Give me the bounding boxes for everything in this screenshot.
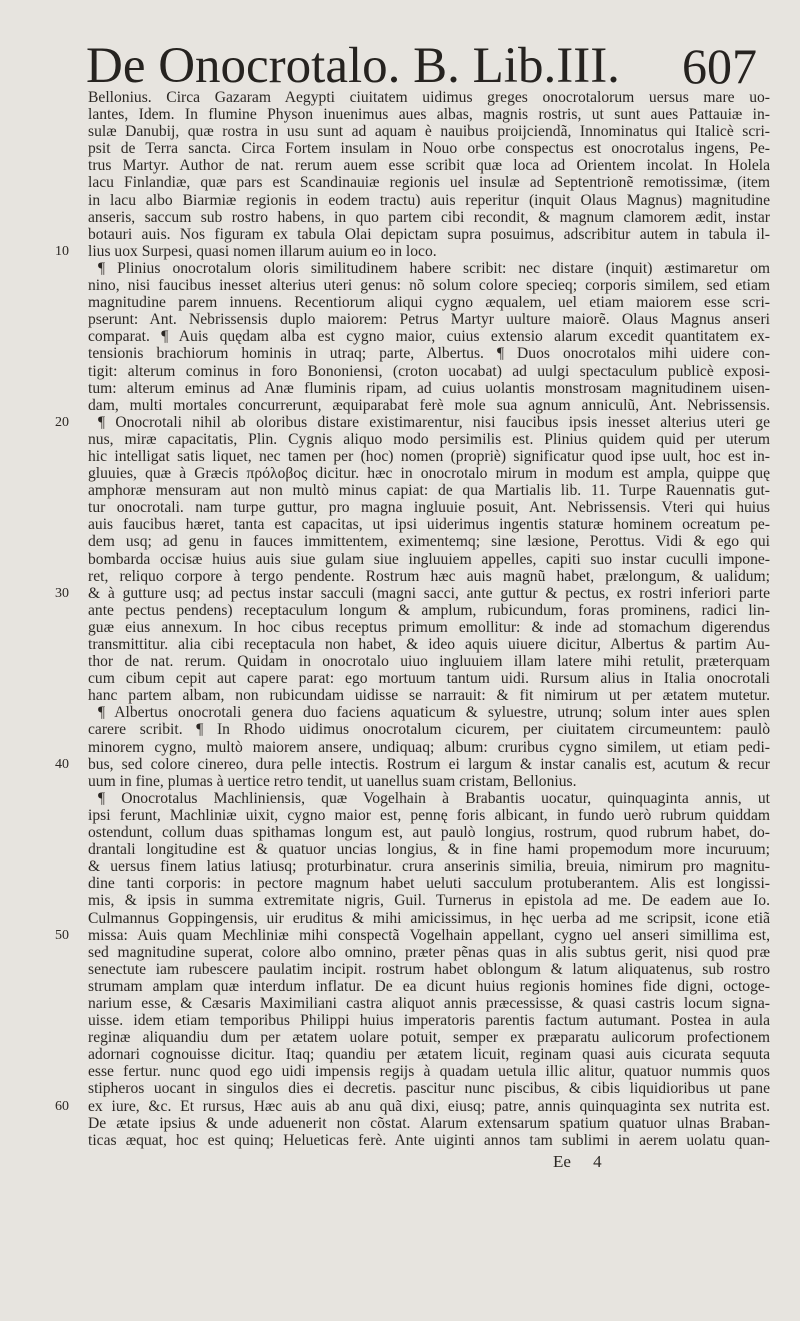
text-row	[88, 721, 770, 738]
margin-line-number: 60	[55, 1098, 69, 1114]
text-row	[88, 790, 770, 807]
text-line: & à gutture usq; ad pectus instar sacculi (magni sacci, ante guttur & pectus, ex rostri inferiori parte	[88, 584, 770, 602]
text-row	[88, 704, 770, 721]
text-line: ¶ Albertus onocrotali genera duo faciens aquaticum & syluestre, utrunq; solum inter aues splen	[98, 704, 770, 722]
text-row	[88, 397, 770, 414]
text-line: sed magnitudine superat, colore albo omnino, præter pẽnas quas in alis subtus gerit, nisi quod præ	[88, 943, 770, 961]
text-row	[88, 209, 770, 226]
text-row	[88, 448, 770, 465]
text-line: amphoræ mensuram aut non multò minus capiat: de qua Martialis lib. 11. Turpe Rauennatis gut-	[88, 482, 770, 500]
text-line: dem usq; ad genu in fauces immittentem, eximentemq; sine læsione, Perottus. Vidi & ego qui	[88, 533, 770, 551]
text-row	[88, 636, 770, 653]
text-row	[88, 875, 770, 892]
text-line: stipheros uocant in singulos dies ei decretis. pascitur nunc piscibus, & cibis liquidioribus ut pane	[88, 1080, 770, 1098]
text-row	[55, 413, 770, 431]
text-line: De ætate ipsius & unde aduenerit non cõstat. Alarum extensarum spatium quatuor ulnas Braban-	[88, 1114, 770, 1132]
text-row	[88, 1012, 770, 1029]
text-line: uum in fine, plumas à uertice retro tendit, ut uanellus suam cristam, Bellonius.	[88, 772, 577, 790]
text-line: magnitudine parem innuens. Recentiorum aliqui cygno æqualem, uel etiam maiorem esse scri-	[88, 294, 770, 312]
text-row	[88, 858, 770, 875]
text-row	[88, 892, 770, 909]
text-row	[88, 106, 770, 123]
text-line: botauri auis. Nos figuram ex tabula Olai depictam supra posuimus, adscribitur autem in tabula il-	[88, 225, 770, 243]
text-line: ticas æquat, hoc est quinq; Helueticas ferè. Ante uiginti annos tam sublimi in aerem uolatu quan-	[88, 1131, 770, 1149]
text-row	[88, 328, 770, 345]
text-line: ¶ Onocrotali nihil ab oloribus distare existimarentur, nisi faucibus ipsis inesset alterius uteri ge	[98, 413, 770, 431]
text-line: transmittitur. alia cibi receptacula non habet, & ideo aquis uiuere dicitur, Albertus & partim Au-	[88, 636, 770, 653]
text-line: & uersus finem latius latiusq; proturbinatur. crura anserinis similia, breuia, nimirum pro magnitu-	[88, 858, 770, 876]
margin-line-number: 30	[55, 585, 69, 601]
text-row	[88, 944, 770, 961]
text-line: strumam amplam quæ interdum inflatur. De ea dicunt huius regionis homines fide digni, octoge-	[88, 977, 770, 995]
text-line: missa: Auis quam Mechliniæ mihi conspectã Vogelhain appellant, cygno uel anseri simillima est,	[88, 926, 770, 944]
text-row	[88, 619, 770, 636]
text-line: guæ eius annexum. In hoc cibus receptus primum emollitur: & inde ad stomachum digerendus	[88, 618, 770, 636]
text-row	[88, 345, 770, 362]
text-line: auis faucibus hæret, tanta est capacitas, ut ipsi uiderimus ingentis staturæ hominem ocreatum pe-	[88, 516, 770, 534]
text-line: nino, nisi faucibus inesset alterius uteri genus: nõ solum colore specieq; corporis similem, sed etiam	[88, 277, 770, 295]
text-line: tum: alterum eminus ad Anæ fluminis ripam, ad cuius uolantis monstrosam magnitudinem uisen-	[88, 379, 770, 397]
text-row	[55, 584, 770, 602]
text-row	[88, 311, 770, 328]
text-row	[88, 670, 770, 687]
text-row	[88, 294, 770, 311]
signature-mark: Ee 4	[553, 1152, 602, 1171]
text-row	[88, 1132, 770, 1149]
text-row	[88, 157, 770, 174]
text-row	[88, 824, 770, 841]
text-line: anseris, saccum sub rostro habens, in quo partem cibi recondit, & magnum clamorem ædit, instar	[88, 208, 770, 226]
text-row	[88, 363, 770, 380]
text-line: lacu Finlandiæ, quæ pars est Scandinauiæ regionis uel insulæ ad Septentrionẽ remotissimæ, (item	[88, 174, 770, 192]
text-row	[88, 1063, 770, 1080]
text-row	[55, 755, 770, 773]
text-row	[88, 533, 770, 550]
text-line: Bellonius. Circa Gazaram Aegypti ciuitatem uidimus greges onocrotalorum uersus mare uo-	[88, 89, 770, 106]
text-row	[88, 739, 770, 756]
text-row	[88, 807, 770, 824]
text-line: ¶ Plinius onocrotalum oloris similitudinem habere scribit: nec distare (inquit) æstimaretur om	[98, 259, 770, 277]
text-row	[88, 123, 770, 140]
text-line: tigit: alterum cominus in foro Bononiensi, (croton uocabat) ad uulgi spectaculum publicè exposi-	[88, 362, 770, 380]
text-row	[88, 226, 770, 243]
text-row	[88, 1080, 770, 1097]
text-line: carere scribit. ¶ In Rhodo uidimus onocrotalum cicurem, per ciuitatem circumeuntem: paulò	[88, 721, 770, 739]
text-row	[88, 499, 770, 516]
margin-line-number: 20	[55, 414, 69, 430]
text-row	[88, 602, 770, 619]
text-row	[88, 465, 770, 482]
text-line: thor de nat. rerum. Quidam in onocrotalo uiuo ingluuiem illam latere mihi retulit, præterquam	[88, 653, 770, 671]
text-line: in lacu albo Biarmiæ regionis in eodem tractu) auis reperitur (inquit Olaus Magnus) magnitudine	[88, 191, 770, 209]
text-line: dam, multi mortales concurrerunt, æquiparabat ferè mole sua agnum anniculũ, Ant. Nebrissensis.	[88, 396, 770, 414]
margin-line-number: 10	[55, 243, 69, 259]
text-line: sulæ Danubij, quæ rostra in usu sunt ad aquam è nauibus proijciendã, Innominatus qui Italicè scri-	[88, 123, 770, 141]
text-line: lius uox Surpesi, quasi nomen illarum auium eo in loco.	[88, 242, 437, 260]
text-row	[88, 516, 770, 533]
text-line: trus Martyr. Author de nat. rerum auem esse scribit quæ loca ad Orientem incolat. In Holela	[88, 157, 770, 175]
text-row	[88, 568, 770, 585]
text-line: pserunt: Ant. Nebrissensis duplo maiorem: Petrus Martyr uulture maiorẽ. Olaus Magnus anseri	[88, 311, 770, 329]
text-line: Culmannus Goppingensis, uir eruditus & mihi amicissimus, in hęc uerba ad me scripsit, icone etiã	[88, 909, 770, 927]
text-line: comparat. ¶ Auis quędam alba est cygno maior, cuius extensio alarum excedit quantitatem ex-	[88, 328, 770, 346]
text-line: nus, miræ capacitatis, Plin. Cygnis aliquo modo persimilis est. Plinius quidem quid per uterum	[88, 430, 770, 448]
text-row	[55, 1097, 770, 1115]
text-line: minorem cygno, multò maiorem ansere, undiquaq; album: cruribus cygno similem, ut etiam pedi-	[88, 738, 770, 756]
text-row	[88, 89, 770, 106]
text-line: drantali longitudine est & quatuor uncias longius, & in fine hami propemodum more incuruum;	[88, 841, 770, 859]
text-row	[88, 773, 770, 790]
text-row	[88, 1029, 770, 1046]
text-line: uisse. idem etiam temporibus Philippi huius imperatoris parentis factum autumant. Postea in aula	[88, 1012, 770, 1030]
text-row	[88, 687, 770, 704]
text-line: cum cibum cepit aut capere parat: ego mortuum tantum uidi. Rursum alius in Italia onocrotali	[88, 670, 770, 688]
text-line: bus, sed colore cinereo, dura pelle intectis. Rostrum ei largum & instar canalis est, acutum & recur	[88, 755, 770, 773]
text-row	[88, 995, 770, 1012]
text-row	[88, 910, 770, 927]
text-row	[88, 260, 770, 277]
text-row	[88, 431, 770, 448]
text-row	[55, 242, 770, 260]
text-line: reginæ aliquandiu dum per ætatem uolare potuit, semper ex præparatu aulicorum profectionem	[88, 1029, 770, 1047]
text-row	[55, 926, 770, 944]
text-line: dine tanti corporis: in pectore magnum habet ueluti sacculum protuberantem. Alis est longissi-	[88, 875, 770, 893]
text-row	[88, 1046, 770, 1063]
text-line: senectute iam rubescere paulatim incipit. rostrum habet oblongum & latum aliquatenus, sub rostro	[88, 960, 770, 978]
text-line: psit de Terra sancta. Circa Fortem insulam in Nouo orbe conspectus est onocrotalus ingens, Pe-	[88, 140, 770, 158]
text-line: ante pectus pendens) receptaculum longum & amplum, rubicundum, foras prominens, radici lin-	[88, 601, 770, 619]
text-line: gluuies, quæ à Græcis πρόλοβος dicitur. hæc in onocrotalo mirum in modum est ampla, quippe quę	[88, 465, 770, 483]
text-line: ex iure, &c. Et rursus, Hæc auis ab anu quã dixi, eiusq; patre, annis quinquaginta sex nutrita est.	[88, 1097, 770, 1115]
text-row	[88, 551, 770, 568]
text-line: bombarda occisæ huius auis siue gulam siue ingluuiem appelles, capiti suo instar cuculli impone-	[88, 550, 770, 568]
text-line: adornari cognouisse dicitur. Itaq; quandiu per ætatem licuit, reginam quasi auis cicurata sequuta	[88, 1046, 770, 1064]
running-head-title: De Onocrotalo. B. Lib.III.	[86, 38, 620, 94]
margin-line-number: 40	[55, 756, 69, 772]
text-row	[88, 192, 770, 209]
text-line: ipsi ferunt, Machliniæ uixit, cygno maior est, pennę foris albicant, in fundo uerò rubrum quiddam	[88, 806, 770, 824]
text-row	[88, 174, 770, 191]
text-line: hanc partem albam, non rubicundam uidisse se narrauit: & fit nimirum ut per ætatem mutetur.	[88, 687, 770, 705]
text-row	[88, 140, 770, 157]
text-row	[88, 482, 770, 499]
text-row	[88, 841, 770, 858]
text-line: esse fertur. nunc quod ego uidi impensis regijs à quadam uetula illic alitur, quatuor nummis quos	[88, 1063, 770, 1081]
text-row	[88, 978, 770, 995]
text-line: ¶ Onocrotalus Machliniensis, quæ Vogelhain à Brabantis uocatur, quinquaginta annis, ut	[98, 789, 770, 807]
text-line: tur onocrotali. nam turpe guttur, pro magna ingluuie posuit, Ant. Nebrissensis. Vteri qui huius	[88, 499, 770, 517]
text-line: tensionis brachiorum hominis in utraq; parte, Albertus. ¶ Duos onocrotalos mihi uidere con-	[88, 345, 770, 363]
text-line: mis, & ipsis in summa extremitate nigris, Guil. Turnerus in epistola ad me. De eadem aue Io.	[88, 892, 770, 910]
text-line: narium esse, & Cæsaris Maximiliani castra aliquot annis præcessisse, & quasi castris locum signa-	[88, 994, 770, 1012]
margin-line-number: 50	[55, 927, 69, 943]
text-row	[88, 277, 770, 294]
text-row	[88, 961, 770, 978]
text-line: hic intelligat satis liquet, nec tamen per (hoc) nomen (propriè) significatur quod ipse uult, hoc est in-	[88, 447, 770, 465]
text-line: lantes, Idem. In flumine Physon inuenimus aues albas, magnis rostris, ut sunt aues Pattauiæ in-	[88, 106, 770, 124]
text-line: ostendunt, collum duas spithamas longum est, aut paulò longius, rostrum, quod rubrum habet, do-	[88, 824, 770, 842]
text-row	[88, 653, 770, 670]
text-row	[88, 1115, 770, 1132]
page-number: 607	[682, 38, 757, 94]
text-row	[88, 380, 770, 397]
text-line: ret, reliquo corpore à tergo pendente. Rostrum hæc auis magnũ habet, prælongum, & ualidum;	[88, 567, 770, 585]
body-text	[55, 89, 770, 1149]
